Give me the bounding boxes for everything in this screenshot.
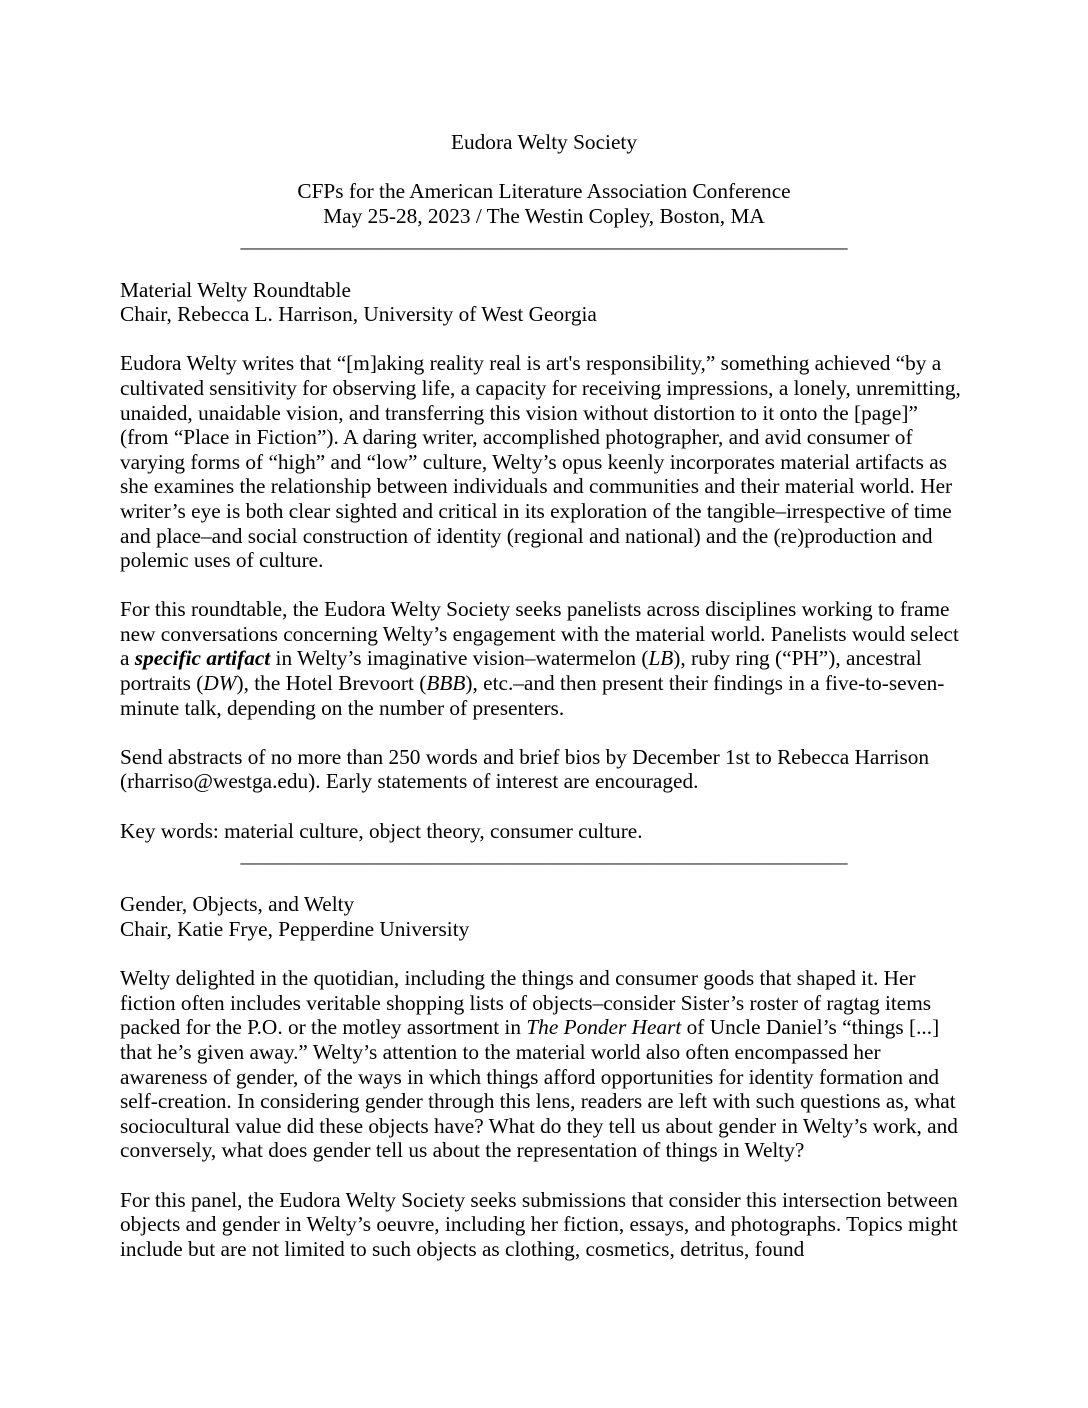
blank-line — [120, 868, 968, 893]
blank-line — [120, 253, 968, 278]
section-chair-line: Chair, Katie Frye, Pepperdine University — [120, 917, 470, 941]
page-title: Eudora Welty Society — [451, 130, 637, 154]
divider-line: _________________________________________________________ — [240, 228, 848, 253]
keywords-line: Key words: material culture, object theory, consumer culture. — [120, 818, 643, 843]
conference-title-line: CFPs for the American Literature Association Conference — [297, 179, 791, 204]
conference-date-location-line: May 25-28, 2023 / The Westin Copley, Boston, MA — [323, 203, 765, 228]
section-chair-line: Chair, Rebecca L. Harrison, University of West Georgia — [120, 302, 597, 327]
blank-line — [120, 155, 968, 180]
paragraph: Welty delighted in the quotidian, including the things and consumer goods that shaped it. Her fiction often includes veritable shopping lists of objects–consider Sister’s roster of ragtag items packed for the P.O. or the motley assortment in The Ponder Heart of Uncle Daniel’s “things [...] that he’s given away.” Welty’s attention to the material world also often encompassed her awareness of gender, of the ways in which things afford opportunities for identity formation and self-creation. In considering gender through this lens, readers are left with such questions as, what sociocultural value did these objects have? What do they tell us about gender in Welty’s work, and conversely, what does gender tell us about the representation of things in Welty? — [120, 966, 958, 1163]
section-material-welty-roundtable — [120, 278, 968, 844]
paragraph: For this roundtable, the Eudora Welty Society seeks panelists across disciplines working to frame new conversations concerning Welty’s engagement with the material world. Panelists would select a specific artifact in Welty’s imaginative vision–watermelon (LB), ruby ring (“PH”), ancestral portraits (DW), the Hotel Brevoort (BBB), etc.–and then present their findings in a five-to-seven-minute talk, depending on the number of presenters. — [120, 597, 959, 720]
blank-line — [120, 942, 968, 967]
section-gender-objects-welty — [120, 892, 968, 1261]
paragraph: For this panel, the Eudora Welty Society seeks submissions that consider this intersection between objects and gender in Welty’s oeuvre, including her fiction, essays, and photographs. Topics might include but are not limited to such objects as clothing, cosmetics, detritus, found — [120, 1187, 958, 1261]
section-title: Gender, Objects, and Welty — [120, 892, 355, 917]
divider-line: _________________________________________________________ — [240, 843, 848, 868]
blank-line — [120, 327, 968, 352]
paragraph: Send abstracts of no more than 250 words and brief bios by December 1st to Rebecca Harrison (rharriso@westga.edu). Early statements of interest are encouraged. — [120, 744, 930, 794]
paragraph: Eudora Welty writes that “[m]aking reality real is art's responsibility,” something achieved “by a cultivated sensitivity for observing life, a capacity for receiving impressions, a lonely, unremitting, unaided, unaidable vision, and transferring this vision without distortion to it onto the [page]” (from “Place in Fiction”). A daring writer, accomplished photographer, and avid consumer of varying forms of “high” and “low” culture, Welty’s opus keenly incorporates material artifacts as she examines the relationship between individuals and communities and their material world. Her writer’s eye is both clear sighted and critical in its exploration of the tangible–irrespective of time and place–and social construction of identity (regional and national) and the (re)production and polemic uses of culture. — [120, 351, 961, 573]
section-title: Material Welty Roundtable — [120, 277, 351, 302]
